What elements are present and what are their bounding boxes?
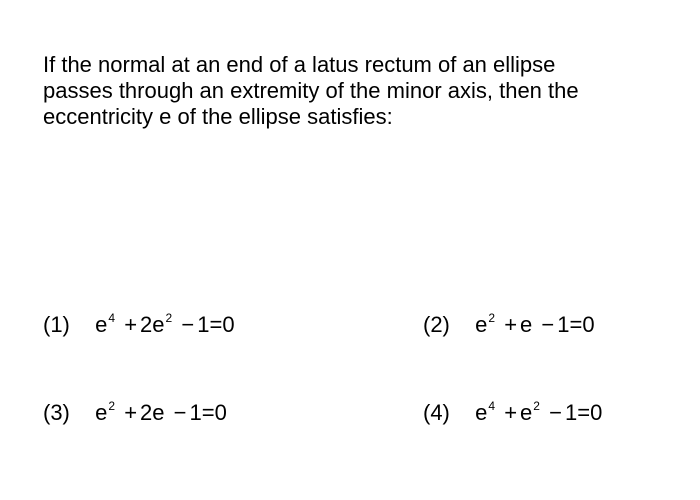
option-3-plus: + xyxy=(124,400,138,425)
option-2[interactable] xyxy=(423,312,595,341)
option-2-zero: 0 xyxy=(582,312,595,337)
option-2-equals: = xyxy=(569,312,583,337)
option-3-exponent-2: 2 xyxy=(108,399,116,413)
option-1-base-2e: 2e xyxy=(140,312,165,337)
option-4[interactable] xyxy=(423,400,602,429)
option-1-equals: = xyxy=(209,312,223,337)
option-4-zero: 0 xyxy=(590,400,603,425)
option-4-exponent-2: 2 xyxy=(533,399,540,413)
option-1-number: (1) xyxy=(43,312,70,337)
option-3-number: (3) xyxy=(43,400,70,425)
option-3-zero: 0 xyxy=(214,400,227,425)
option-2-expression xyxy=(475,312,595,341)
option-4-number: (4) xyxy=(423,400,450,425)
option-1-one: 1 xyxy=(197,312,210,337)
option-3-minus: − xyxy=(173,400,187,425)
option-4-expression xyxy=(475,400,602,429)
option-4-minus: − xyxy=(549,400,562,425)
option-2-one: 1 xyxy=(557,312,570,337)
option-4-one: 1 xyxy=(564,400,578,425)
option-3[interactable] xyxy=(43,400,227,429)
option-4-base-e: e xyxy=(475,400,488,425)
option-1-expression xyxy=(95,312,234,341)
option-4-equals: = xyxy=(577,400,591,425)
option-1-base-e: e xyxy=(95,312,108,337)
option-2-term-e: e xyxy=(520,312,533,337)
option-1[interactable] xyxy=(43,312,235,341)
option-3-term-2e: 2e xyxy=(140,400,165,425)
option-1-exponent-2: 2 xyxy=(165,311,173,325)
option-3-one: 1 xyxy=(189,400,202,425)
option-1-zero: 0 xyxy=(222,312,235,337)
option-1-plus: + xyxy=(124,312,138,337)
option-2-exponent-2: 2 xyxy=(488,311,496,325)
question-text xyxy=(43,52,673,130)
option-3-equals: = xyxy=(201,400,215,425)
question-line-2: passes through an extremity of the minor axis, then the xyxy=(43,78,579,103)
option-2-minus: − xyxy=(541,312,555,337)
option-2-base-e: e xyxy=(475,312,488,337)
option-4-exponent-4: 4 xyxy=(488,399,496,413)
question-line-3: eccentricity e of the ellipse satisfies: xyxy=(43,104,393,129)
option-2-plus: + xyxy=(504,312,518,337)
option-3-base-e: e xyxy=(95,400,108,425)
question-line-1: If the normal at an end of a latus rectum of an ellipse xyxy=(43,52,556,77)
option-1-minus: − xyxy=(181,312,195,337)
option-1-exponent-4: 4 xyxy=(108,311,116,325)
option-3-expression xyxy=(95,400,227,429)
option-2-number: (2) xyxy=(423,312,450,337)
option-4-plus: + xyxy=(504,400,518,425)
option-4-base-e2: e xyxy=(520,400,533,425)
